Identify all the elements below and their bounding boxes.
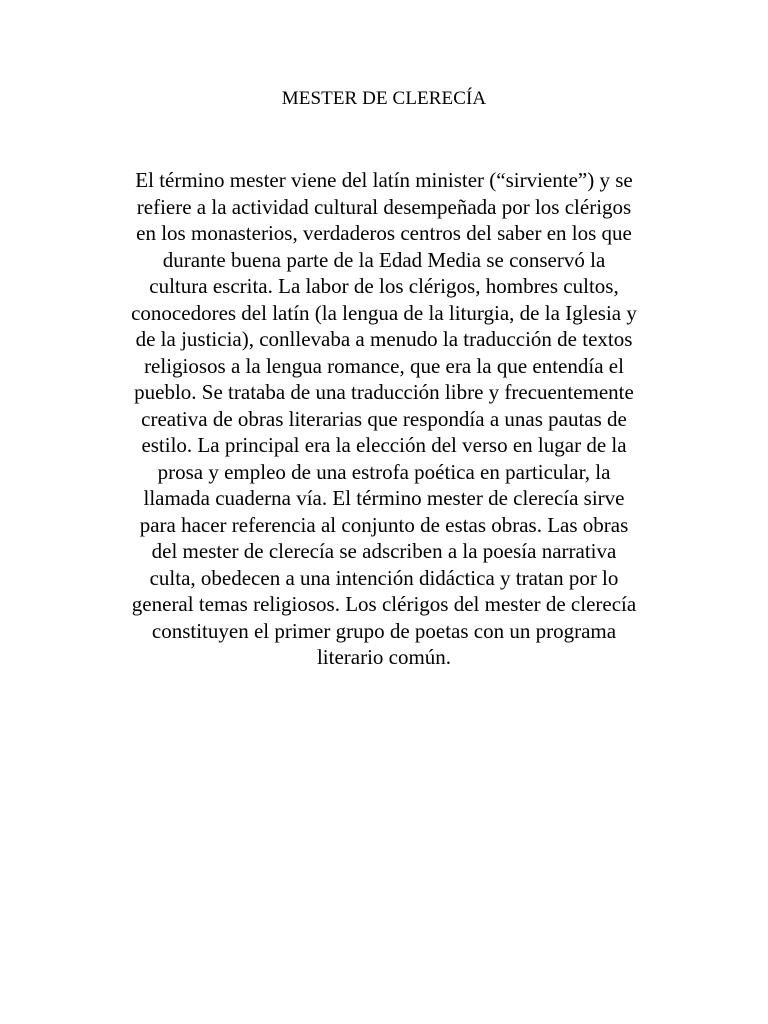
body-line: para hacer referencia al conjunto de estas obras. Las obras — [139, 512, 629, 537]
body-line: literario común. — [316, 645, 452, 669]
body-line: culta, obedecen a una intención didáctica y tratan por lo — [149, 565, 619, 590]
body-line: conocedores del latín (la lengua de la liturgia, de la Iglesia y — [131, 300, 637, 325]
body-line: refiere a la actividad cultural desempeñada por los clérigos — [136, 194, 632, 219]
body-line: cultura escrita. La labor de los clérigos, hombres cultos, — [149, 274, 619, 298]
body-line: prosa y empleo de una estrofa poética en particular, la — [157, 459, 611, 484]
body-line: El término mester viene del latín minister (“sirviente”) y se — [135, 168, 633, 192]
document-body — [90, 167, 678, 671]
body-line: pueblo. Se trataba de una traducción libre y frecuentemente — [134, 380, 634, 404]
body-line: llamada cuaderna vía. El término mester de clerecía sirve — [143, 486, 625, 510]
body-line: religiosos a la lengua romance, que era la que entendía el — [144, 353, 624, 378]
body-line: creativa de obras literarias que respondía a unas pautas de — [141, 406, 627, 431]
body-line: general temas religiosos. Los clérigos del mester de clerecía — [131, 592, 637, 616]
body-line: del mester de clerecía se adscriben a la poesía narrativa — [151, 539, 617, 563]
body-line: estilo. La principal era la elección del verso en lugar de la — [141, 433, 627, 457]
document-title: MESTER DE CLERECÍA — [281, 88, 487, 109]
body-line: de la justicia), conllevaba a menudo la traducción de textos — [135, 327, 633, 351]
body-line: durante buena parte de la Edad Media se conservó la — [162, 247, 606, 272]
body-line: constituyen el primer grupo de poetas con un programa — [151, 618, 617, 643]
body-line: en los monasterios, verdaderos centros del saber en los que — [136, 221, 632, 245]
